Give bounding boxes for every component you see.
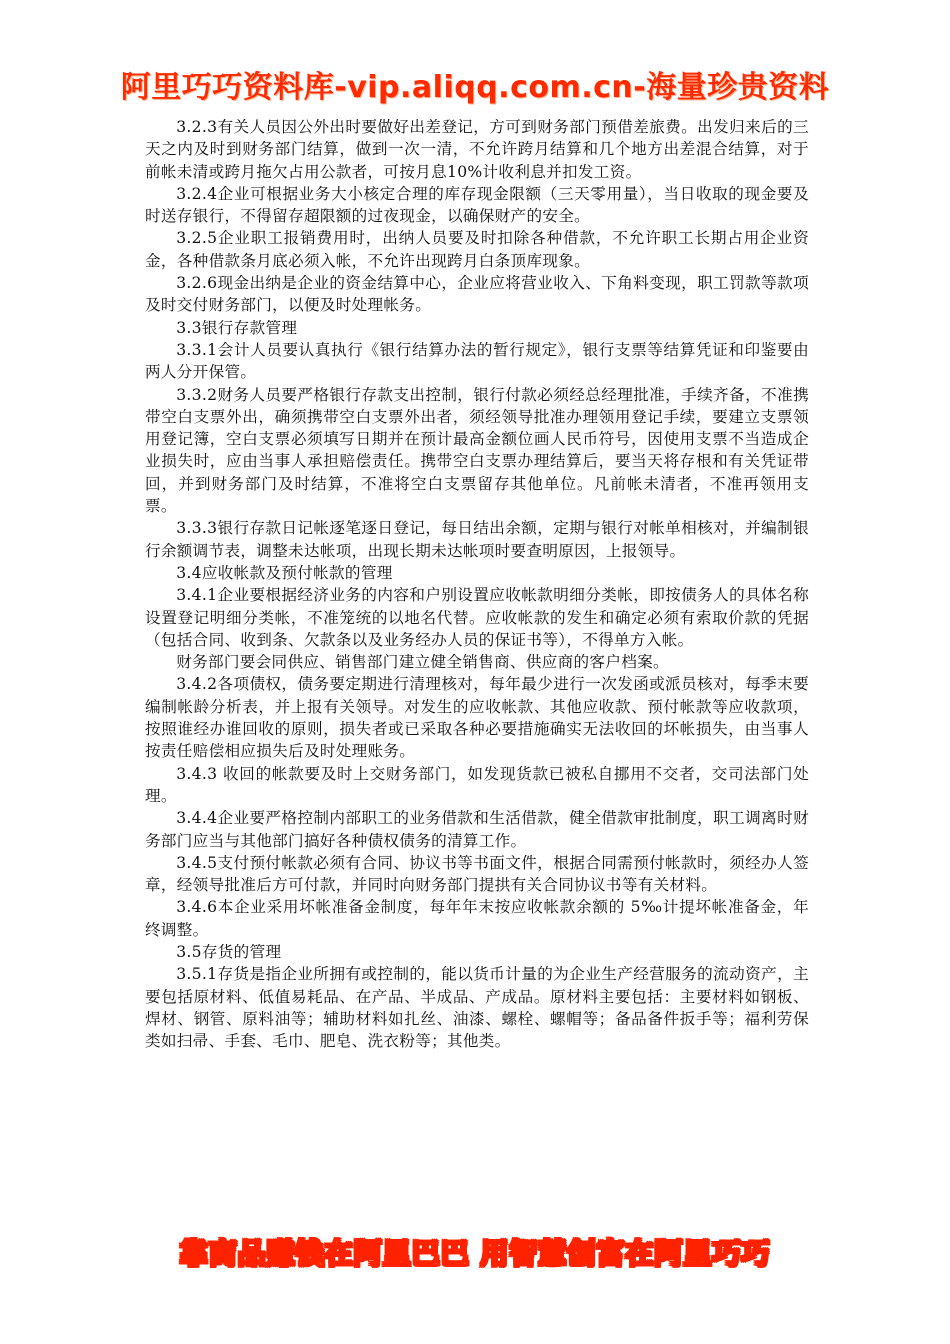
paragraph-3-3-3: 3.3.3银行存款日记帐逐笔逐日登记，每日结出余额，定期与银行对帐单相核对，并编制银行余额调节表，调整未达帐项，出现长期未达帐项时要查明原因，上报领导。 bbox=[145, 519, 809, 560]
paragraph-3-4-2: 3.4.2各项债权，债务要定期进行清理核对，每年最少进行一次发函或派员核对，每季末要编制帐龄分析表，并上报有关领导。对发生的应收帐款、其他应收款、预付帐款等应收款项，按照谁经办谁回收的原则，损失者或已采取各种必要措施确实无法收回的坏帐损失，由当事人按责任赔偿相应损失后及时处理账务。 bbox=[145, 675, 809, 761]
paragraph-3-4-1: 3.4.1企业要根据经济业务的内容和户别设置应收帐款明细分类帐，即按债务人的具体名称设置登记明细分类帐，不准笼统的以地名代替。应收帐款的发生和确定必须有索取价款的凭据（包括合同、收到条、欠款条以及业务经办人员的保证书等），不得单方入帐。 bbox=[145, 586, 809, 649]
paragraph-3-3-2: 3.3.2财务人员要严格银行存款支出控制，银行付款必须经总经理批准，手续齐备，不准携带空白支票外出，确须携带空白支票外出者，须经领导批准办理领用登记手续，要建立支票领用登记簿，空白支票必须填写日期并在预计最高金额位画人民币符号，因使用支票不当造成企业损失时，应由当事人承担赔偿责任。携带空白支票办理结算后，要当天将存根和有关凭证带回，并到财务部门及时结算，不准将空白支票留存其他单位。凡前帐未清者，不准再领用支票。 bbox=[145, 385, 809, 516]
paragraph-3-4-3: 3.4.3 收回的帐款要及时上交财务部门，如发现货款已被私自挪用不交者，交司法部门处理。 bbox=[145, 764, 809, 805]
section-heading-3-5: 3.5存货的管理 bbox=[176, 942, 282, 961]
paragraph-3-2-4: 3.2.4企业可根据业务大小核定合理的库存现金限额（三天零用量），当日收取的现金要及时送存银行，不得留存超限额的过夜现金，以确保财产的安全。 bbox=[145, 184, 809, 226]
section-heading-3-3: 3.3银行存款管理 bbox=[176, 318, 298, 337]
paragraph-3-3-1: 3.3.1会计人员要认真执行《银行结算办法的暂行规定》，银行支票等结算凭证和印鉴要由两人分开保管。 bbox=[145, 340, 809, 382]
paragraph-3-2-6: 3.2.6现金出纳是企业的资金结算中心，企业应将营业收入、下角料变现，职工罚款等款项及时交付财务部门，以便及时处理帐务。 bbox=[145, 274, 809, 315]
header-banner: 阿里巧巧资料库-vip.aliqq.com.cn-海量珍贵资料 bbox=[120, 70, 830, 105]
paragraph-3-5-1: 3.5.1存货是指企业所拥有或控制的，能以货币计量的为企业生产经营服务的流动资产，主要包括原材料、低值易耗品、在产品、半成品、产成品。原材料主要包括：主要材料如钢板、焊材、钢管、原料油等；辅助材料如扎丝、油漆、螺栓、螺帽等；备品备件扳手等；福利劳保类如扫帚、手套、毛巾、肥皂、洗衣粉等；其他类。 bbox=[145, 965, 809, 1051]
paragraph-3-4-6: 3.4.6本企业采用坏帐准备金制度，每年年末按应收帐款余额的 5‰计提坏帐准备金，年终调整。 bbox=[145, 898, 809, 939]
paragraph-3-2-3: 3.2.3有关人员因公外出时要做好出差登记，方可到财务部门预借差旅费。出发归来后的三天之内及时到财务部门结算，做到一次一清，不允许跨月结算和几个地方出差混合结算，对于前帐未清或跨月拖欠占用公款者，可按月息10%计收利息并扣发工资。 bbox=[145, 118, 809, 181]
footer-banner: 靠商品赚钱在阿里巴巴 用智慧创富在阿里巧巧 bbox=[179, 1237, 771, 1270]
document-body bbox=[145, 116, 809, 1052]
section-heading-3-4: 3.4应收帐款及预付帐款的管理 bbox=[176, 563, 393, 582]
paragraph-3-4-4: 3.4.4企业要严格控制内部职工的业务借款和生活借款，健全借款审批制度，职工调离时财务部门应当与其他部门搞好各种债权债务的清算工作。 bbox=[145, 809, 809, 850]
paragraph-customer-archives: 财务部门要会同供应、销售部门建立健全销售商、供应商的客户档案。 bbox=[176, 653, 669, 672]
paragraph-3-4-5: 3.4.5支付预付帐款必须有合同、协议书等书面文件，根据合同需预付帐款时，须经办人签章，经领导批准后方可付款，并同时向财务部门提拱有关合同协议书等有关材料。 bbox=[145, 853, 809, 895]
paragraph-3-2-5: 3.2.5企业职工报销费用时，出纳人员要及时扣除各种借款，不允许职工长期占用企业资金，各种借款条月底必须入帐，不允许出现跨月白条顶库现象。 bbox=[145, 229, 809, 270]
